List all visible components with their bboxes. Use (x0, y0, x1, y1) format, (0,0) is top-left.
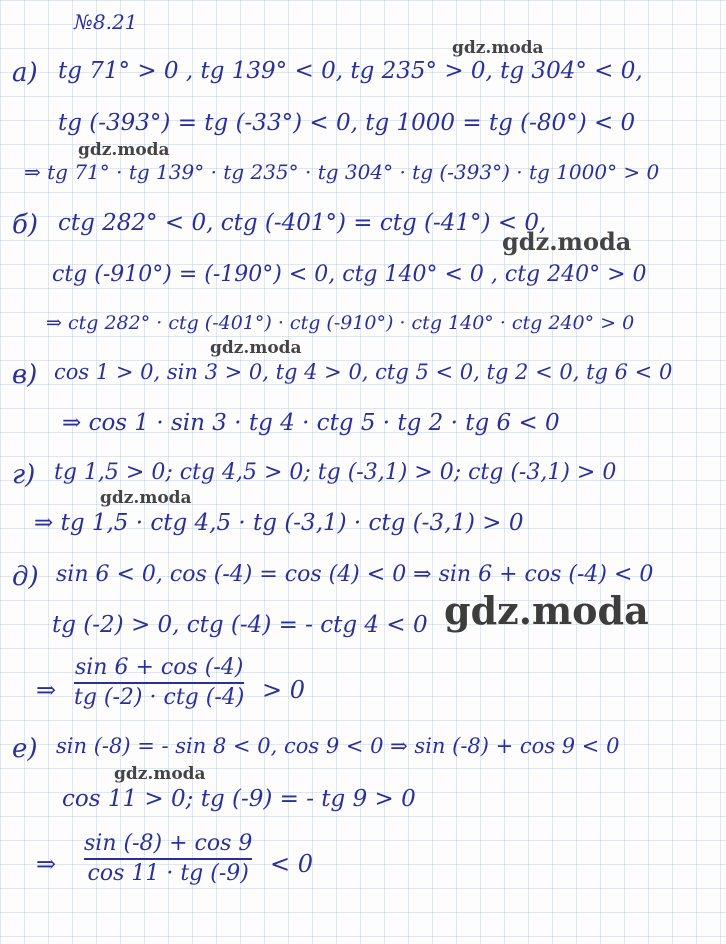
watermark: gdz.moda (100, 488, 192, 508)
part-e-line-1: sin (-8) = - sin 8 < 0, cos 9 < 0 ⇒ sin (-8) + cos 9 < 0 (56, 734, 620, 758)
part-g-conclusion: ⇒ tg 1,5 · ctg 4,5 · tg (-3,1) · ctg (-3,1) > 0 (34, 510, 524, 536)
part-b-line-1: ctg 282° < 0, ctg (-401°) = ctg (-41°) < 0, (58, 210, 547, 236)
part-e-label: е) (12, 734, 38, 764)
part-g-line-1: tg 1,5 > 0; ctg 4,5 > 0; tg (-3,1) > 0; ctg (-3,1) > 0 (54, 460, 617, 485)
watermark: gdz.moda (114, 764, 206, 784)
part-d-line-2: tg (-2) > 0, ctg (-4) = - ctg 4 < 0 (52, 612, 428, 638)
part-d-fraction-numerator: sin 6 + cos (-4) (74, 655, 244, 680)
part-d-label: д) (12, 562, 39, 592)
watermark: gdz.moda (452, 38, 544, 58)
part-v-conclusion: ⇒ cos 1 · sin 3 · tg 4 · ctg 5 · tg 2 · tg 6 < 0 (62, 410, 560, 436)
watermark: gdz.moda (210, 338, 302, 358)
part-e-fraction-denominator: cos 11 · tg (-9) (87, 861, 249, 887)
part-d-fraction-denominator: tg (-2) · ctg (-4) (74, 685, 245, 711)
part-e-line-2: cos 11 > 0; tg (-9) = - tg 9 > 0 (62, 786, 416, 812)
part-e-fraction (84, 832, 252, 886)
part-d-implies: ⇒ (36, 676, 57, 704)
part-b-conclusion: ⇒ ctg 282° · ctg (-401°) · ctg (-910°) · ctg 140° · ctg 240° > 0 (46, 312, 635, 334)
watermark: gdz.moda (78, 140, 170, 160)
part-g-label: г) (12, 460, 36, 490)
part-a-conclusion: ⇒ tg 71° · tg 139° · tg 235° · tg 304° · tg (-393°) · tg 1000° > 0 (24, 160, 660, 184)
part-v-label: в) (12, 360, 38, 390)
part-e-implies: ⇒ (36, 850, 57, 878)
fraction-bar (74, 682, 244, 684)
part-b-label: б) (12, 210, 39, 240)
part-b-line-2: ctg (-910°) = (-190°) < 0, ctg 140° < 0 , ctg 240° > 0 (52, 262, 647, 287)
part-d-fraction (74, 656, 244, 710)
part-a-line-1: tg 71° > 0 , tg 139° < 0, tg 235° > 0, tg 304° < 0, (58, 58, 643, 84)
part-v-line-1: cos 1 > 0, sin 3 > 0, tg 4 > 0, ctg 5 < 0, tg 2 < 0, tg 6 < 0 (54, 360, 673, 384)
part-e-fraction-relation: < 0 (270, 850, 314, 878)
part-a-label: а) (12, 58, 38, 88)
part-e-fraction-numerator: sin (-8) + cos 9 (84, 831, 253, 856)
watermark: gdz.moda (502, 227, 632, 256)
watermark: gdz.moda (444, 588, 649, 633)
part-d-line-1: sin 6 < 0, cos (-4) = cos (4) < 0 ⇒ sin 6 + cos (-4) < 0 (56, 562, 654, 587)
part-d-fraction-relation: > 0 (262, 676, 306, 704)
fraction-bar (84, 858, 252, 860)
problem-number: №8.21 (74, 10, 138, 34)
part-a-line-2: tg (-393°) = tg (-33°) < 0, tg 1000 = tg (-80°) < 0 (58, 110, 636, 136)
